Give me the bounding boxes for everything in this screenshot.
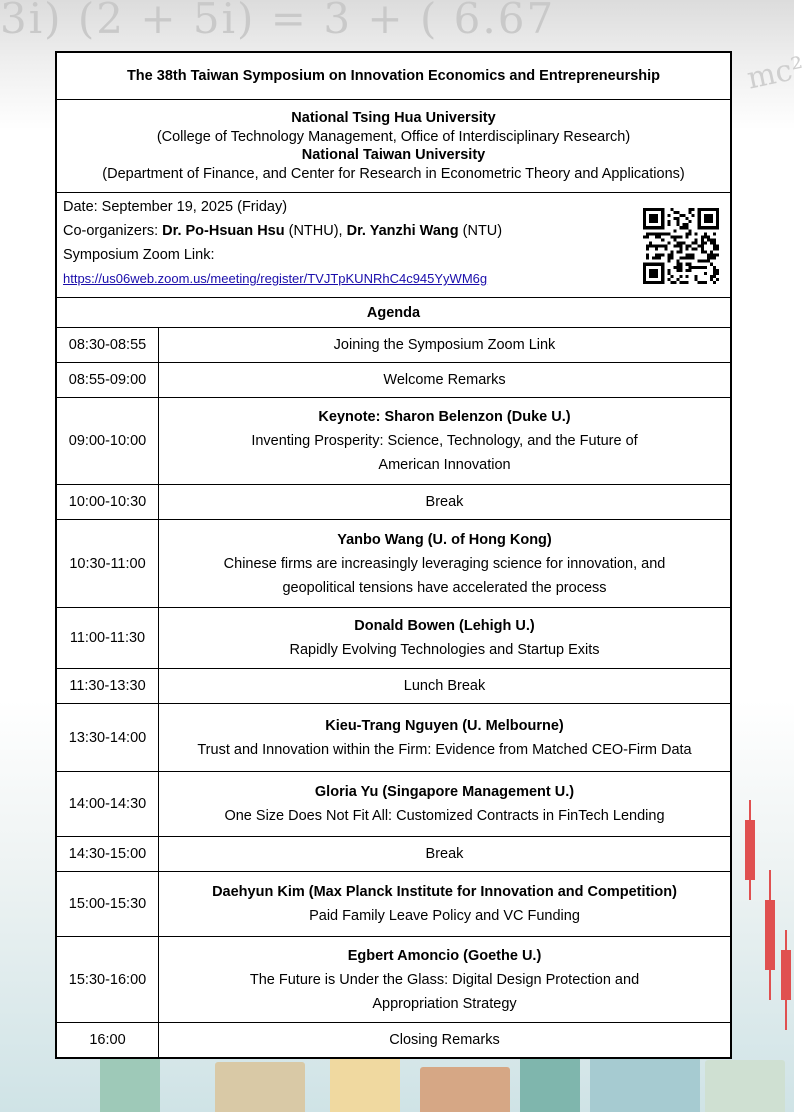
agenda-row xyxy=(57,837,731,872)
talk-title: Rapidly Evolving Technologies and Startup Exits xyxy=(289,642,600,658)
talk-title: Chinese firms are increasingly leveraging science for innovation, and xyxy=(223,555,666,572)
university-1-department: (College of Technology Management, Office of Interdisciplinary Research) xyxy=(156,128,631,145)
talk-title-continued: Appropriation Strategy xyxy=(372,995,517,1012)
speaker-name: Yanbo Wang (U. of Hong Kong) xyxy=(337,531,552,548)
talk-title: Paid Family Leave Policy and VC Funding xyxy=(309,908,580,924)
event-date: Date: September 19, 2025 (Friday) xyxy=(63,199,288,215)
agenda-row xyxy=(57,608,731,669)
talk-title: Break xyxy=(425,494,464,510)
talk-title-continued: American Innovation xyxy=(378,457,511,473)
zoom-link-label: Symposium Zoom Link: xyxy=(63,247,215,263)
talk-title: Welcome Remarks xyxy=(383,372,506,388)
agenda-time: 10:30-11:00 xyxy=(57,520,159,608)
qr-code-icon[interactable] xyxy=(643,208,719,284)
talk-title: The Future is Under the Glass: Digital Design Protection and xyxy=(249,971,640,988)
university-1-name: National Tsing Hua University xyxy=(291,110,496,126)
co-organizer-2: Dr. Yanzhi Wang xyxy=(346,223,459,239)
agenda-time: 08:55-09:00 xyxy=(57,363,159,398)
schedule-table xyxy=(56,52,731,1058)
agenda-row xyxy=(57,772,731,837)
talk-title-continued: geopolitical tensions have accelerated the process xyxy=(282,579,607,596)
agenda-activity xyxy=(159,485,731,520)
agenda-activity xyxy=(159,937,731,1023)
agenda-row xyxy=(57,669,731,704)
background-candlesticks xyxy=(736,780,794,1040)
agenda-time: 11:00-11:30 xyxy=(57,608,159,669)
speaker-name: Gloria Yu (Singapore Management U.) xyxy=(314,784,575,800)
co-organizers-line: Co-organizers: Dr. Po-Hsuan Hsu (NTHU), Dr. Yanzhi Wang (NTU) xyxy=(63,223,503,239)
speaker-name: Kieu-Trang Nguyen (U. Melbourne) xyxy=(325,717,564,734)
agenda-activity xyxy=(159,704,731,772)
agenda-activity xyxy=(159,608,731,669)
agenda-row xyxy=(57,485,731,520)
agenda-activity xyxy=(159,837,731,872)
agenda-row xyxy=(57,363,731,398)
talk-title: Lunch Break xyxy=(403,678,486,694)
agenda-time: 14:30-15:00 xyxy=(57,837,159,872)
background-math-right: mc² xyxy=(743,50,807,97)
talk-title: Inventing Prosperity: Science, Technology, and the Future of xyxy=(251,433,638,449)
agenda-heading: Agenda xyxy=(57,298,731,328)
agenda-time: 15:30-16:00 xyxy=(57,937,159,1023)
talk-title: Joining the Symposium Zoom Link xyxy=(333,337,556,353)
agenda-activity xyxy=(159,328,731,363)
agenda-row xyxy=(57,872,731,937)
talk-title: Closing Remarks xyxy=(389,1032,500,1048)
zoom-link[interactable]: https://us06web.zoom.us/meeting/register/TVJTpKUNRhC4c945YyWM6g xyxy=(63,271,488,286)
agenda-activity xyxy=(159,363,731,398)
agenda-activity xyxy=(159,872,731,937)
organizers-block xyxy=(57,100,731,193)
co-organizer-1: Dr. Po-Hsuan Hsu xyxy=(162,223,285,239)
university-2-department: (Department of Finance, and Center for Research in Econometric Theory and Applications) xyxy=(102,165,685,182)
agenda-row xyxy=(57,937,731,1023)
university-2-name: National Taiwan University xyxy=(301,147,486,163)
speaker-name: Daehyun Kim (Max Planck Institute for Innovation and Competition) xyxy=(212,884,677,900)
symposium-schedule-sheet xyxy=(55,51,732,1059)
agenda-time: 15:00-15:30 xyxy=(57,872,159,937)
agenda-activity xyxy=(159,772,731,837)
agenda-time: 09:00-10:00 xyxy=(57,398,159,485)
agenda-activity xyxy=(159,669,731,704)
agenda-time: 10:00-10:30 xyxy=(57,485,159,520)
agenda-time: 16:00 xyxy=(57,1023,159,1058)
agenda-row xyxy=(57,520,731,608)
talk-title: Trust and Innovation within the Firm: Evidence from Matched CEO-Firm Data xyxy=(197,741,692,758)
event-info-block xyxy=(57,193,731,298)
agenda-rows xyxy=(57,328,731,1058)
symposium-title: The 38th Taiwan Symposium on Innovation Economics and Entrepreneurship xyxy=(57,53,731,100)
agenda-time: 08:30-08:55 xyxy=(57,328,159,363)
agenda-row xyxy=(57,328,731,363)
agenda-activity xyxy=(159,398,731,485)
agenda-row xyxy=(57,398,731,485)
agenda-time: 14:00-14:30 xyxy=(57,772,159,837)
talk-title: Break xyxy=(425,846,464,862)
agenda-activity xyxy=(159,1023,731,1058)
background-math-text: 3i) (2 + 5i) = 3 + ( 6.67 xyxy=(0,0,556,43)
agenda-activity xyxy=(159,520,731,608)
speaker-name: Donald Bowen (Lehigh U.) xyxy=(354,618,535,634)
agenda-row xyxy=(57,1023,731,1058)
talk-title: One Size Does Not Fit All: Customized Contracts in FinTech Lending xyxy=(224,808,665,824)
agenda-row xyxy=(57,704,731,772)
agenda-time: 11:30-13:30 xyxy=(57,669,159,704)
speaker-name: Keynote: Sharon Belenzon (Duke U.) xyxy=(318,409,571,425)
speaker-name: Egbert Amoncio (Goethe U.) xyxy=(347,947,542,964)
agenda-time: 13:30-14:00 xyxy=(57,704,159,772)
